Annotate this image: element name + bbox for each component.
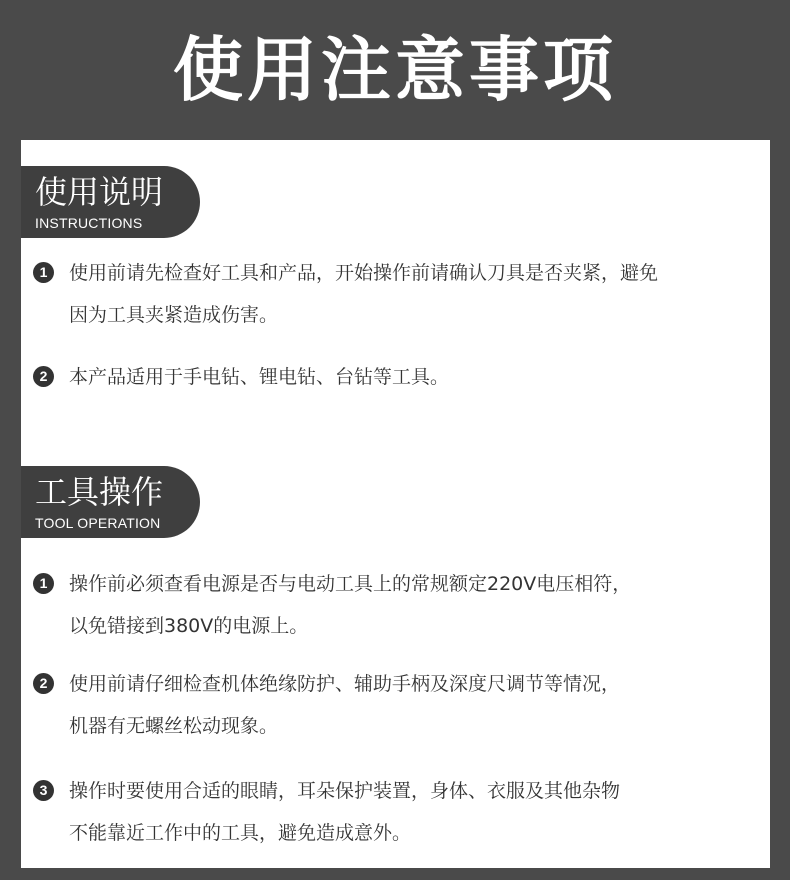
number-badge: 1 xyxy=(33,573,54,594)
number-badge: 1 xyxy=(33,262,54,283)
list-item xyxy=(33,672,755,747)
list-item xyxy=(33,572,755,647)
number-badge: 2 xyxy=(33,673,54,694)
content-panel xyxy=(21,140,770,868)
item-text xyxy=(69,563,755,647)
section-subtitle: TOOL OPERATION xyxy=(35,515,161,531)
number-badge: 3 xyxy=(33,780,54,801)
text-line: 操作前必须查看电源是否与电动工具上的常规额定220V电压相符， xyxy=(69,573,632,595)
text-line: 使用前请先检查好工具和产品，开始操作前请确认刀具是否夹紧，避免 xyxy=(69,262,659,284)
section-title: 使用说明 xyxy=(35,173,164,211)
section-header-tool-operation xyxy=(21,466,200,538)
text-line: 机器有无螺丝松动现象。 xyxy=(69,715,279,737)
text-line: 操作时要使用合适的眼睛，耳朵保护装置，身体、衣服及其他杂物 xyxy=(69,780,621,802)
item-text xyxy=(69,252,755,336)
list-item xyxy=(33,779,755,854)
item-text xyxy=(69,663,755,747)
section-header-instructions xyxy=(21,166,200,238)
text-line: 因为工具夹紧造成伤害。 xyxy=(69,304,279,326)
text-line: 本产品适用于手电钻、锂电钻、台钻等工具。 xyxy=(69,366,450,388)
list-item xyxy=(33,261,755,336)
section-subtitle: INSTRUCTIONS xyxy=(35,215,143,231)
section-title: 工具操作 xyxy=(35,473,164,511)
page-title: 使用注意事项 xyxy=(173,29,617,111)
text-line: 使用前请仔细检查机体绝缘防护、辅助手柄及深度尺调节等情况， xyxy=(69,673,621,695)
text-line: 不能靠近工作中的工具，避免造成意外。 xyxy=(69,822,412,844)
number-badge: 2 xyxy=(33,366,54,387)
item-text xyxy=(69,770,755,854)
list-item xyxy=(33,365,755,398)
text-line: 以免错接到380V的电源上。 xyxy=(69,615,309,637)
item-text xyxy=(69,356,755,398)
